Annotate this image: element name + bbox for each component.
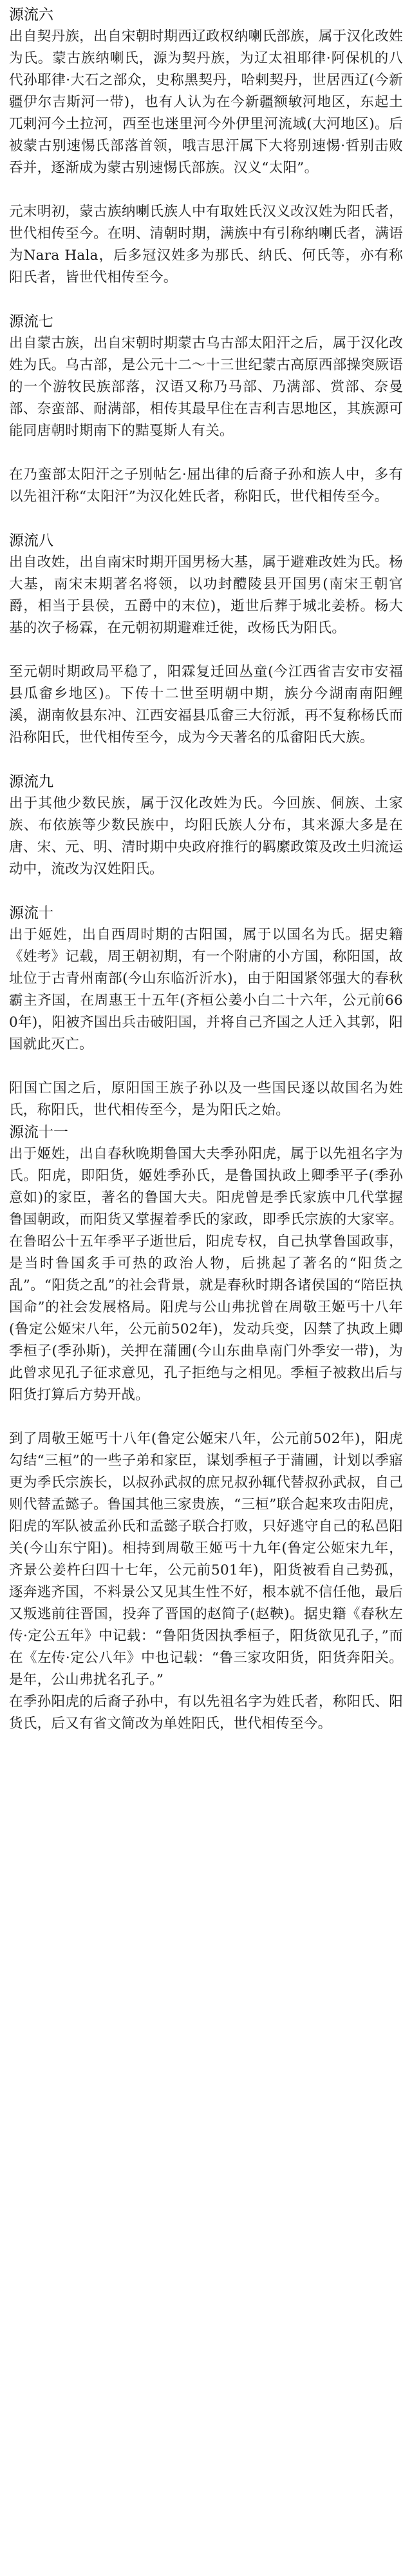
section-title: 源流八 [9, 532, 53, 549]
paragraph: 元末明初，蒙古族纳喇氏族人中有取姓氏汉义改汉姓为阳氏者，世代相传至今。在明、清朝时期，满族中有引称纳喇氏者，满语为Nara Hala，后多冠汉姓多为那氏、纳氏、何氏等，亦有称阳氏者，皆世代相传至今。 [9, 204, 403, 286]
section-spacer [9, 880, 403, 902]
section-title: 源流七 [9, 313, 53, 330]
paragraph-spacer [9, 1056, 403, 1078]
section-source-9 [9, 772, 403, 902]
section-spacer [9, 749, 403, 771]
paragraph: 出于其他少数民族，属于汉化改姓为氏。今回族、侗族、土家族、布依族等少数民族中，均阳氏族人分布，其来源大多是在唐、宋、元、明、清时期中央政府推行的羁縻政策及改土归流运动中，流改为汉姓阳氏。 [9, 795, 403, 877]
paragraph: 出于姬姓，出自春秋晚期鲁国大夫季孙阳虎，属于以先祖名字为氏。阳虎，即阳货，姬姓季孙氏，是鲁国执政上卿季平子(季孙意如)的家臣，著名的鲁国大夫。阳虎曾是季氏家族中几代掌握鲁国朝政，而阳货又掌握着季氏的家政，即季氏宗族的大家宰。在鲁昭公十五年季平子逝世后，阳虎专权，自己执掌鲁国政事，是当时鲁国炙手可热的政治人物，后挑起了著名的“阳货之乱”。“阳货之乱”的社会背景，就是春秋时期各诸侯国的“陪臣执国命”的社会发展格局。阳虎与公山弗扰曾在周敬王姬丐十八年(鲁定公姬宋八年，公元前502年)，发动兵变，囚禁了执政上卿季桓子(季孙斯)，关押在蒲圃(今山东曲阜南门外季安一带)，为此曾求见孔子征求意见，孔子拒绝与之相见。季桓子被救出后与阳货打算后方势开战。 [9, 1146, 403, 1403]
section-source-10 [9, 904, 403, 1121]
paragraph: 在季孙阳虎的后裔子孙中，有以先祖名字为姓氏者，称阳氏、阳货氏，后又有省文简改为单姓阳氏，世代相传至今。 [9, 1694, 403, 1732]
section-source-6 [9, 5, 403, 311]
paragraph: 出自契丹族，出自宋朝时期西辽政权纳喇氏部族，属于汉化改姓为氏。蒙古族纳喇氏，源为契丹族，为辽太祖耶律·阿保机的八代孙耶律·大石之部众，史称黑契丹，哈剌契丹，世居西辽(今新疆伊尔吉斯河一带)，也有人认为在今新疆额敏河地区，东起土兀剌河今土拉河，西至也迷里河今外伊里河流域(大河地区)。后被蒙古别速惕氏部落首领，哦吉思汗属下大将别速惕·哲别击败吞并，逐渐成为蒙古别速惕氏部族。汉义“太阳”。 [9, 28, 403, 176]
paragraph-spacer [9, 639, 403, 661]
section-spacer [9, 289, 403, 311]
section-source-7 [9, 312, 403, 530]
section-title: 源流十 [9, 905, 53, 922]
paragraph: 出于姬姓，出自西周时期的古阳国，属于以国名为氏。据史籍《姓考》记载，周王朝初期，有一个附庸的小方国，称阳国，故址位于古青州南部(今山东临沂沂水)，由于阳国紧邻强大的春秋霸主齐国，在周惠王十五年(齐桓公姜小白二十六年，公元前660年)，阳被齐国出兵击破阳国，并将自己齐国之人迁入其郭，阳国就此灭亡。 [9, 927, 403, 1052]
paragraph: 到了周敬王姬丐十八年(鲁定公姬宋八年，公元前502年)，阳虎勾结“三桓”的一些子弟和家臣，谋划季桓子于蒲圃，计划以季寤更为季氏宗族长，以叔孙武叔的庶兄叔孙辄代替叔孙武叔，自己则代替孟懿子。鲁国其他三家贵族，“三桓”联合起来攻击阳虎，阳虎的军队被孟孙氏和孟懿子联合打败，只好逃守自己的私邑阳关(今山东宁阳)。相持到周敬王姬丐十九年(鲁定公姬宋九年，齐景公姜杵臼四十七年，公元前501年)，阳货被看自己势孤，逐奔逃齐国，不料景公又见其生性不好，根本就不信任他，最后又叛逃前往晋国，投奔了晋国的赵简子(赵鞅)。据史籍《春秋左传·定公五年》中记载：“鲁阳货因执季桓子，阳货欲见孔子，”而在《左传·定公八年》中也记载：“鲁三家攻阳货，阳货奔阳关。是年，公山弗扰名孔子。” [9, 1431, 403, 1688]
paragraph-spacer [9, 179, 403, 201]
paragraph-spacer [9, 442, 403, 464]
section-title: 源流九 [9, 773, 53, 790]
paragraph: 阳国亡国之后，原阳国王族子孙以及一些国民逐以故国名为姓氏，称阳氏，世代相传至今，是为阳氏之始。 [9, 1080, 403, 1118]
section-source-11 [9, 1123, 403, 1735]
section-title: 源流六 [9, 6, 53, 23]
section-spacer [9, 508, 403, 530]
paragraph: 至元朝时期政局平稳了，阳霖复迁回丛童(今江西省吉安市安福县瓜畲乡地区)。下传十二世至明朝中期，族分今湖南南阳鲤溪，湖南攸县东冲、江西安福县瓜畲三大衍派，再不复称杨氏而沿称阳氏，世代相传至今，成为今天著名的瓜畲阳氏大族。 [9, 664, 403, 746]
section-source-8 [9, 531, 403, 771]
paragraph: 出自改姓，出自南宋时期开国男杨大基，属于避难改姓为氏。杨大基，南宋末期著名将领，以功封醴陵县开国男(南宋王朝官爵，相当于县侯，五爵中的末位)，逝世后葬于城北姜桥。杨大基的次子杨霖，在元朝初期避难迁徙，改杨氏为阳氏。 [9, 554, 403, 636]
paragraph-spacer [9, 1406, 403, 1428]
paragraph: 在乃蛮部太阳汗之子别帖乞·屈出律的后裔子孙和族人中，多有以先祖汗称“太阳汗”为汉化姓氏者，称阳氏，世代相传至今。 [9, 467, 403, 505]
paragraph: 出自蒙古族，出自宋朝时期蒙古乌古部太阳汗之后，属于汉化改姓为氏。乌古部，是公元十二～十三世纪蒙古高原西部操突厥语的一个游牧民族部落，汉语又称乃马部、乃满部、赏部、奈曼部、奈蛮部、耐满部，相传其最早住在吉利吉思地区，其族源可能同唐朝时期南下的黠戛斯人有关。 [9, 335, 403, 439]
section-title: 源流十一 [9, 1124, 68, 1141]
